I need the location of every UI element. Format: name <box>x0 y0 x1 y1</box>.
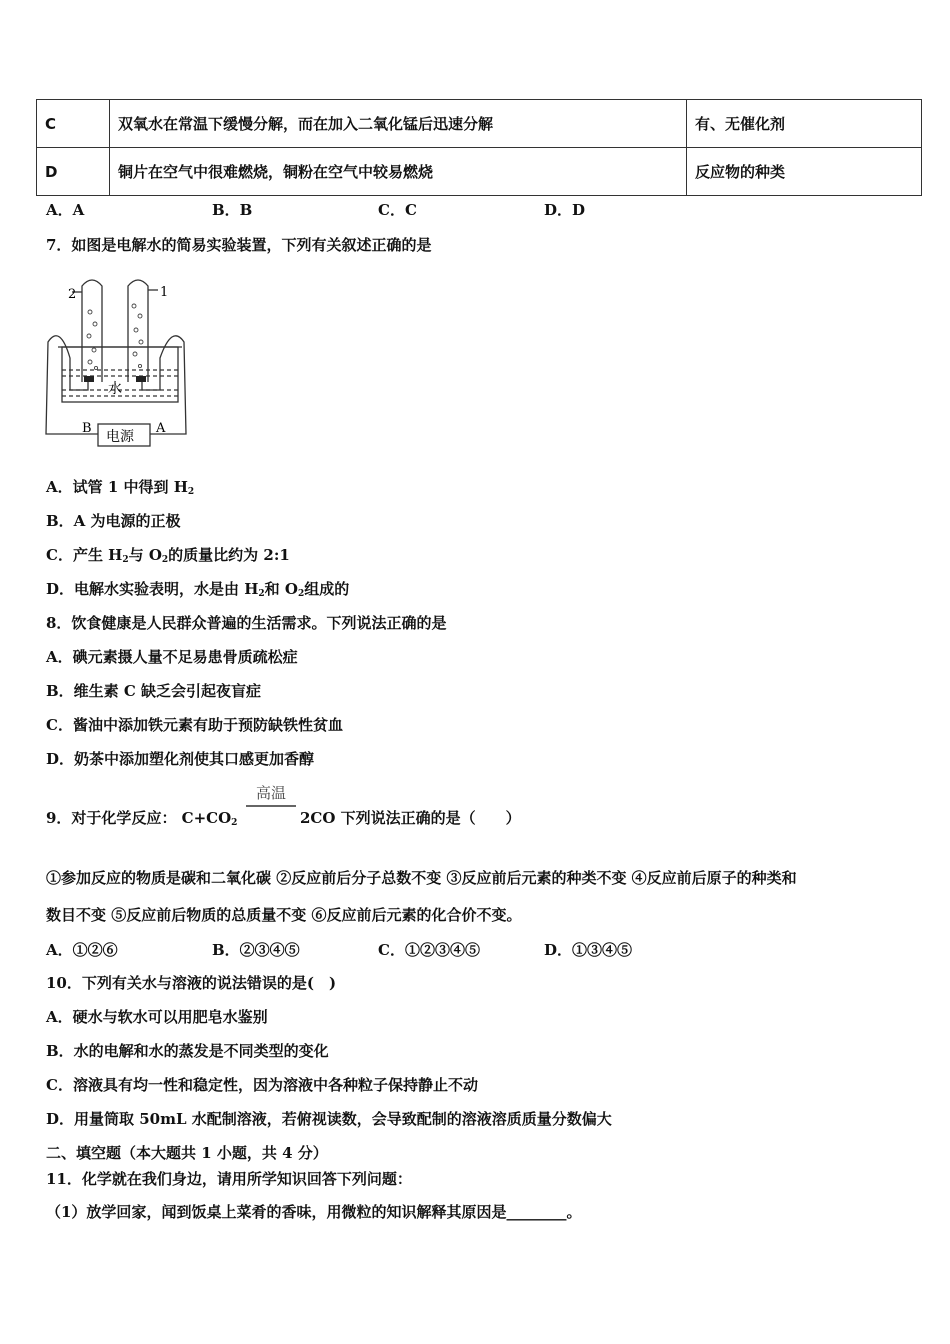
q9-choice-a: A．①②⑥ <box>46 941 118 959</box>
tube-label-1: 1 <box>160 285 169 300</box>
q10-option-b: B．水的电解和水的蒸发是不同类型的变化 <box>46 1042 329 1060</box>
q10-option-a: A．硬水与软水可以用肥皂水鉴别 <box>46 1008 268 1026</box>
q7-option-d: D．电解水实验表明，水是由 $H_2$和 $O_2$组成的 <box>46 580 350 599</box>
q7-option-b: B．A 为电源的正极 <box>46 512 181 530</box>
q6-choice-b: B．B <box>212 201 253 219</box>
q9-stem-left: 9．对于化学反应： $C+CO_2$ <box>46 809 238 828</box>
q9-stem-right: 2CO 下列说法正确的是（ ） <box>300 809 521 827</box>
q10-option-d: D．用量筒取 50mL 水配制溶液，若俯视读数，会导致配制的溶液溶质质量分数偏大 <box>46 1110 612 1128</box>
q7-option-c: C．产生 $H_2$与 $O_2$的质量比约为 2:1 <box>46 546 290 565</box>
electrolysis-apparatus-figure <box>40 272 200 452</box>
section-title: 二、填空题（本大题共 1 小题，共 4 分） <box>46 1144 328 1162</box>
q8-option-b: B．维生素 C 缺乏会引起夜盲症 <box>46 682 262 700</box>
q8-option-c: C．酱油中添加铁元素有助于预防缺铁性贫血 <box>46 716 343 734</box>
q6-choices <box>46 199 710 220</box>
q11-stem: 11．化学就在我们身边，请用所学知识回答下列问题： <box>46 1170 412 1188</box>
row-phenomenon: 铜片在空气中很难燃烧，铜粉在空气中较易燃烧 <box>110 148 687 196</box>
q7-option-a: A．试管 1 中得到 $H_2$ <box>46 478 195 497</box>
row-factor: 有、无催化剂 <box>687 100 922 148</box>
q9-choice-c: C．①②③④⑤ <box>378 941 480 959</box>
q9-choices <box>46 939 710 960</box>
q11-part1: （1）放学回家，闻到饭桌上菜肴的香味，用微粒的知识解释其原因是________。 <box>46 1203 582 1221</box>
water-label: 水 <box>108 381 122 397</box>
reaction-condition: 高温 <box>255 784 286 802</box>
tube-label-2: 2 <box>68 287 77 302</box>
q8-option-d: D．奶茶中添加塑化剂使其口感更加香醇 <box>46 750 315 768</box>
q9-statements-line1: ①参加反应的物质是碳和二氧化碳 ②反应前后分子总数不变 ③反应前后元素的种类不变 ④反应前后原子的种类和 <box>46 869 797 887</box>
q8-option-a: A．碘元素摄人量不足易患骨质疏松症 <box>46 648 298 666</box>
q6-choice-c: C．C <box>378 201 417 219</box>
power-label: 电源 <box>106 429 134 445</box>
q6-choice-d: D．D <box>544 201 586 219</box>
table-row <box>37 100 922 148</box>
q7-stem: 7．如图是电解水的简易实验装置，下列有关叙述正确的是 <box>46 236 432 254</box>
options-table <box>36 99 922 196</box>
table-row <box>37 148 922 196</box>
q10-option-c: C．溶液具有均一性和稳定性，因为溶液中各种粒子保持静止不动 <box>46 1076 478 1094</box>
q9-choice-b: B．②③④⑤ <box>212 941 300 959</box>
q8-stem: 8．饮食健康是人民群众普遍的生活需求。下列说法正确的是 <box>46 614 447 632</box>
q9-choice-d: D．①③④⑤ <box>544 941 633 959</box>
row-label: C <box>37 100 110 148</box>
terminal-a-label: A <box>156 421 166 436</box>
q6-choice-a: A．A <box>46 201 85 219</box>
terminal-b-label: B <box>82 421 92 436</box>
row-phenomenon: 双氧水在常温下缓慢分解，而在加入二氧化锰后迅速分解 <box>110 100 687 148</box>
q10-stem: 10．下列有关水与溶液的说法错误的是( ) <box>46 974 337 992</box>
reaction-arrow-line <box>246 805 296 809</box>
row-label: D <box>37 148 110 196</box>
row-factor: 反应物的种类 <box>687 148 922 196</box>
q9-statements-line2: 数目不变 ⑤反应前后物质的总质量不变 ⑥反应前后元素的化合价不变。 <box>46 906 522 924</box>
